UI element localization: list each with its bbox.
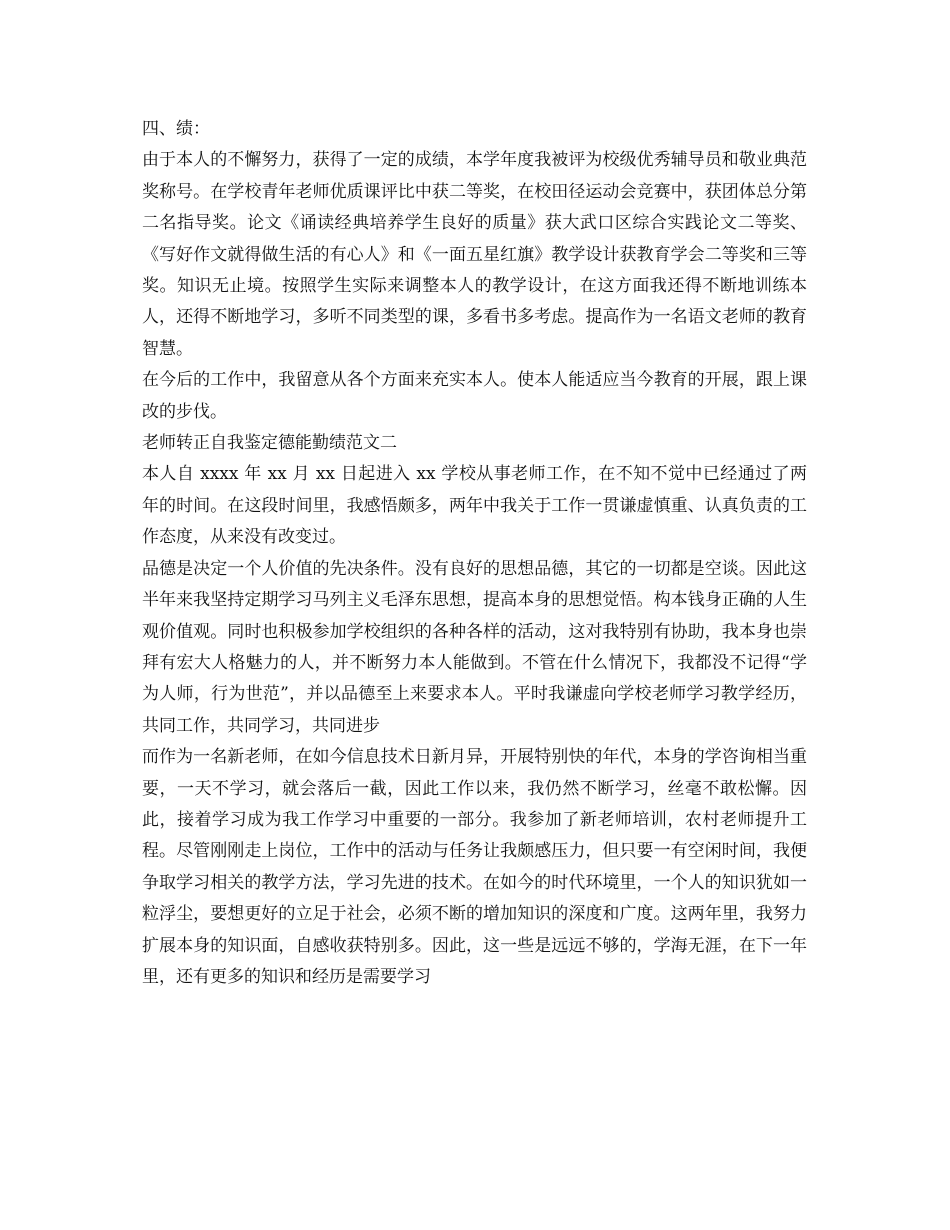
paragraph-moral-character: 品德是决定一个人价值的先决条件。没有良好的思想品德，其它的一切都是空谈。因此这半年来我坚持定期学习马列主义毛泽东思想，提高本身的思想觉悟。构本钱身正确的人生观价值观。同时也积极参加学校组织的各种各样的活动，这对我特别有协助，我本身也崇拜有宏大人格魅力的人，并不断努力本人能做到。不管在什么情况下，我都没不记得“学为人师，行为世范”，并以品德至上来要求本人。平时我谦虚向学校老师学习教学经历，共同工作，共同学习，共同进步 <box>142 558 807 736</box>
paragraph-continuous-learning: 而作为一名新老师，在如今信息技术日新月异，开展特别快的年代，本身的学咨询相当重要，一天不学习，就会落后一截，因此工作以来，我仍然不断学习，丝毫不敢松懈。因此，接着学习成为我工作学习中重要的一部分。我参加了新老师培训，农村老师提升工程。尽管刚刚走上岗位，工作中的活动与任务让我颇感压力，但只要一有空闲时间，我便争取学习相关的教学方法，学习先进的技术。在如今的时代环境里，一个人的知识犹如一粒浮尘，要想更好的立足于社会，必须不断的增加知识的深度和广度。这两年里，我努力扩展本身的知识面，自感收获特别多。因此，这一些是远远不够的，学海无涯，在下一年里，还有更多的知识和经历是需要学习 <box>142 747 807 987</box>
paragraph-introduction: 本人自 xxxx 年 xx 月 xx 日起进入 xx 学校从事老师工作，在不知不觉中已经通过了两年的时间。在这段时间里，我感悟颇多，两年中我关于工作一贯谦虚慎重、认真负责的工作态度，从来没有改变过。 <box>142 464 807 548</box>
document-subtitle: 老师转正自我鉴定德能勤绩范文二 <box>142 433 397 454</box>
document-body <box>142 114 807 993</box>
paragraph-future-work: 在今后的工作中，我留意从各个方面来充实本人。使本人能适应当今教育的开展，跟上课改的步伐。 <box>142 370 807 422</box>
paragraph-achievements: 由于本人的不懈努力，获得了一定的成绩，本学年度我被评为校级优秀辅导员和敬业典范奖称号。在学校青年老师优质课评比中获二等奖，在校田径运动会竞赛中，获团体总分第二名指导奖。论文《诵读经典培养学生良好的质量》获大武口区综合实践论文二等奖、《写好作文就得做生活的有心人》和《一面五星红旗》教学设计获教育学会二等奖和三等奖。知识无止境。按照学生实际来调整本人的教学设计，在这方面我还得不断地训练本人，还得不断地学习，多听不同类型的课，多看书多考虑。提高作为一名语文老师的教育智慧。 <box>142 150 807 359</box>
section-heading-performance: 四、绩： <box>142 119 210 139</box>
